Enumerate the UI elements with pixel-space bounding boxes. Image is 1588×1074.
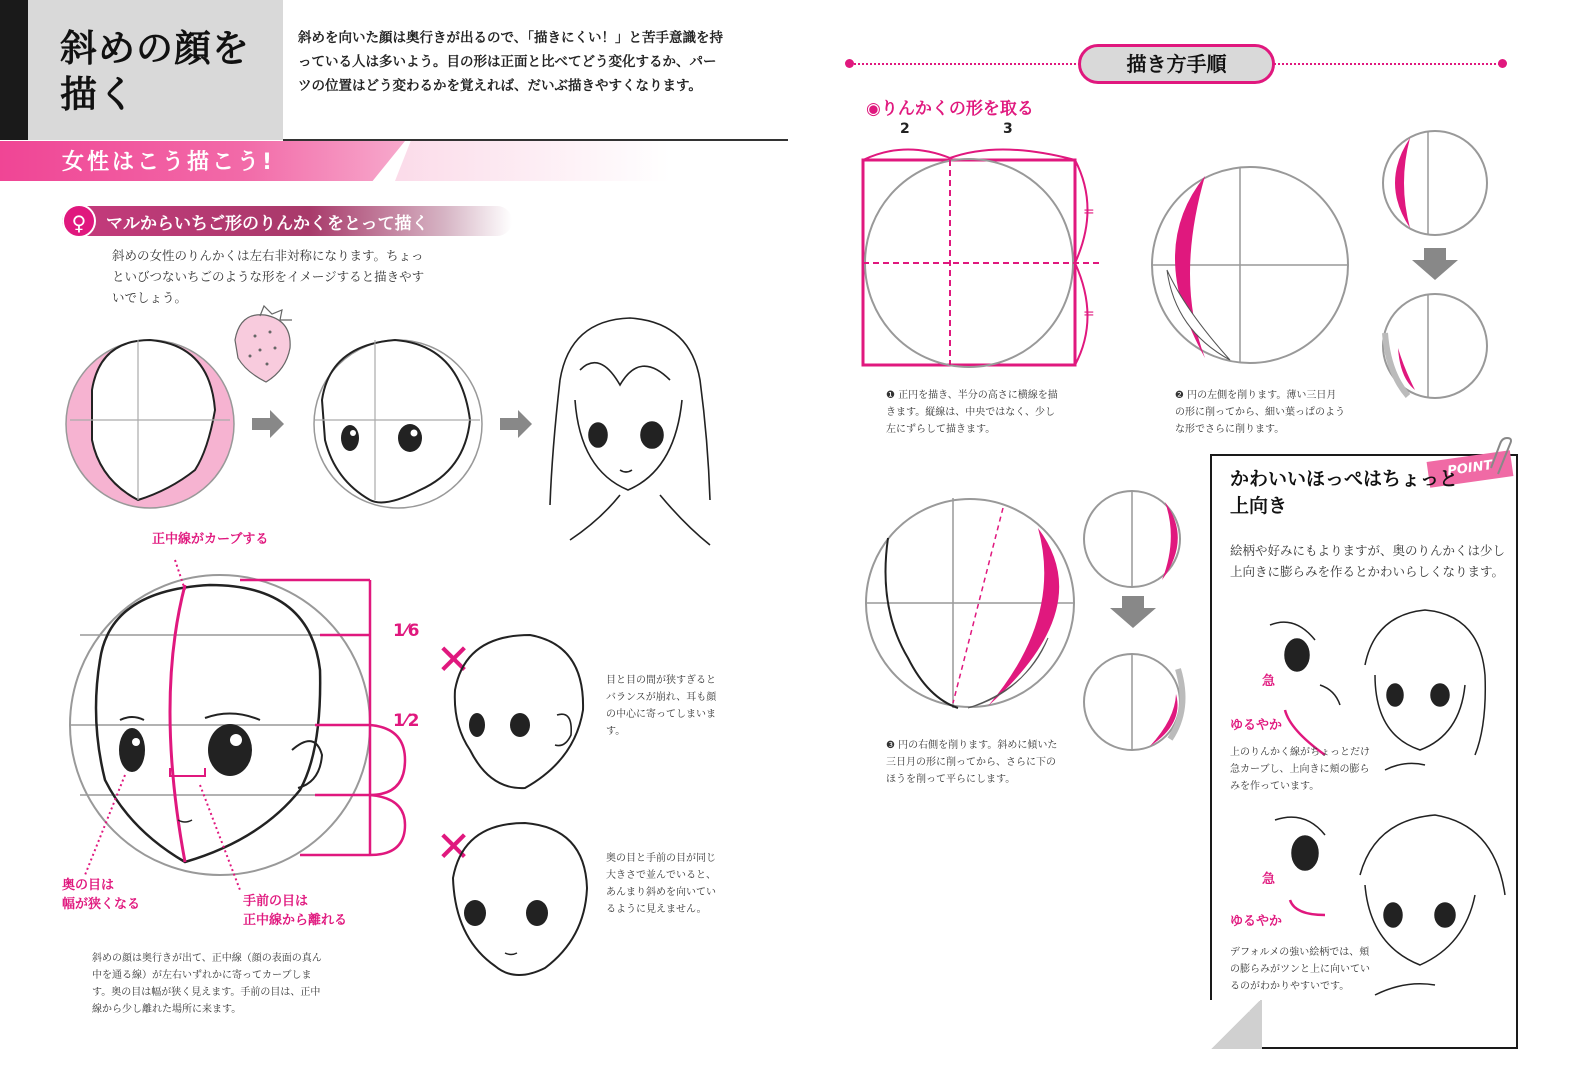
label-gentle-2: ゆるやか: [1230, 914, 1283, 929]
wrong-caption-2: 奥の目と手前の目が同じ大きさで並んでいると、あんまり斜めを向いているように見えません。: [606, 853, 716, 915]
intro-text: 斜めを向いた顔は奥行きが出るので、「描きにくい！」と苦手意識を持っている人は多いよう。目の形は正面と比べてどう変化するか、パーツの位置はどう変わるかを覚えれば、だいぶ描きやすくなります。: [298, 30, 723, 94]
step3-diagram: [858, 488, 1088, 718]
title-accent-bar: [0, 0, 28, 140]
ratio-right: 3: [1003, 121, 1013, 137]
female-symbol-icon: ♀: [62, 204, 96, 238]
svg-text:=: =: [1083, 204, 1095, 220]
ratio-one-sixth: 1⁄6: [393, 621, 420, 641]
wrong-head-2: [445, 818, 595, 988]
step3-mini-diagram: [1080, 484, 1200, 770]
label-near-eye: 手前の目は 正中線から離れる: [243, 894, 348, 928]
wrong-caption-1: 目と目の間が狭すぎるとバランスが崩れ、耳も顔の中心に寄ってしまいます。: [606, 675, 717, 737]
point-box-fold: [1210, 1000, 1262, 1049]
arrow-right-icon: [252, 410, 284, 438]
label-steep-2: 急: [1262, 872, 1276, 887]
ratio-one-half: 1⁄2: [393, 711, 420, 731]
step1-diagram: [855, 138, 1110, 373]
label-far-eye: 奥の目は 幅が狭くなる: [62, 878, 141, 912]
label-midline: 正中線がカーブする: [152, 532, 269, 547]
ratio-left: 2: [900, 121, 910, 137]
strawberry-icon: [235, 306, 292, 382]
step3-caption: ❸ 円の右側を削ります。斜めに傾いた三日月の形に削ってから、さらに下のほうを削って平らにします。: [886, 740, 1058, 785]
step2-caption: ❷ 円の左側を削ります。薄い三日月の形に削ってから、細い葉っぱのような形でさらに削ります。: [1175, 390, 1345, 435]
section-title: 女性はこう描こう!: [62, 150, 276, 175]
point-badge: POINT: [1427, 450, 1514, 487]
header-divider: [283, 139, 788, 141]
step-heading: ◉りんかくの形を取る: [866, 99, 1034, 119]
step2-mini-diagram: [1380, 128, 1500, 408]
annotation-pointers: [60, 750, 260, 890]
subheading-body: 斜めの女性のりんかくは左右非対称になります。ちょっといびつないちごのような形をイメージすると描きやすいでしょう。: [112, 248, 425, 305]
step1-caption: ❶ 正円を描き、半分の高さに横線を描きます。縦線は、中央ではなく、少し左にずらして描きます。: [886, 390, 1058, 435]
wrong-head-1: [445, 630, 595, 800]
paperclip-icon: [1488, 436, 1518, 476]
svg-text:=: =: [1083, 306, 1095, 322]
wrong-mark-2: ✕: [436, 822, 472, 871]
section-band-fade: [395, 141, 788, 181]
wrong-mark-1: ✕: [436, 635, 472, 684]
point-title: かわいいほっぺはちょっと上向き: [1230, 468, 1459, 517]
label-steep-1: 急: [1262, 674, 1276, 689]
page-title: 斜めの顔を描く: [60, 27, 250, 116]
girl-sketch: [550, 318, 710, 545]
step2-diagram: [1145, 160, 1365, 370]
divider-dot: [1498, 59, 1507, 68]
label-gentle-1: ゆるやか: [1230, 718, 1283, 733]
head-with-features: [314, 340, 482, 508]
steps-title: 描き方手順: [1078, 44, 1275, 84]
subheading-title: マルからいちご形のりんかくをとって描く: [106, 214, 429, 234]
arrow-right-icon: [500, 410, 532, 438]
bottom-caption: 斜めの顔は奥行きが出て、正中線（顔の表面の真ん中を通る線）が左右いずれかに寄ってカーブします。奥の目は幅が狭く見えます。手前の目は、正中線から少し離れた場所に来ます。: [92, 953, 322, 1015]
divider-dot: [845, 59, 854, 68]
point-caption-2: デフォルメの強い絵柄では、頬の膨らみがツンと上に向いているのがわかりやすいです。: [1230, 947, 1370, 992]
point-caption-1: 上のりんかく線がちょっとだけ急カーブし、上向きに頬の膨らみを作っています。: [1230, 747, 1370, 792]
point-body: 絵柄や好みにもよりますが、奥のりんかくは少し上向きに膨らみを作るとかわいらしくなります。: [1230, 543, 1506, 579]
